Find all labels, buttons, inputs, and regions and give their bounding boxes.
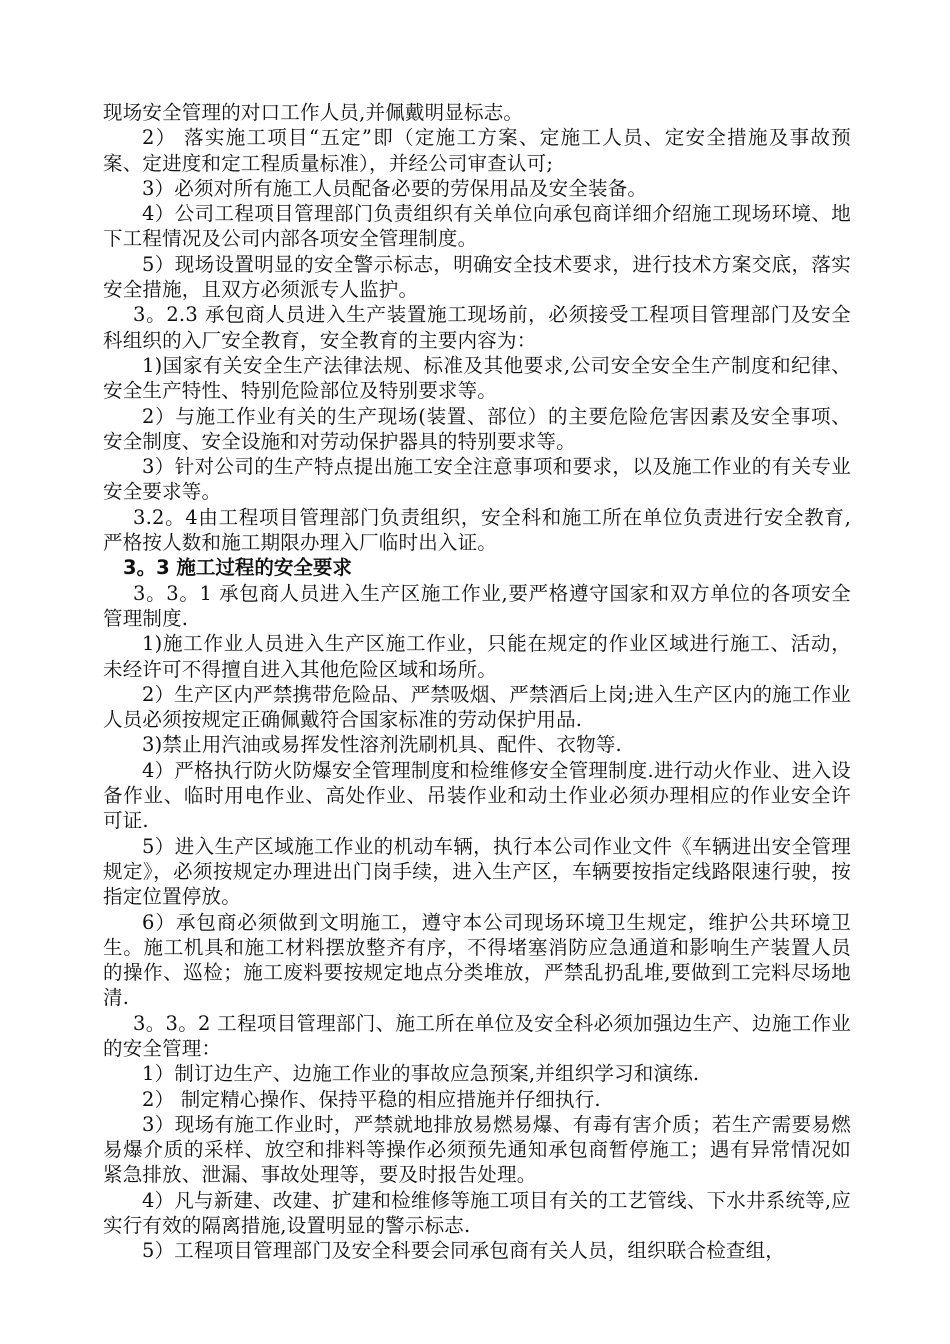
paragraph-rule-3: 3)禁止用汽油或易挥发性溶剂洗刷机具、配件、衣物等.: [142, 733, 622, 757]
paragraph-item-4-site-briefing: 4）公司工程项目管理部门负责组织有关单位向承包商详细介绍施工现场环境、地下工程情况及公司内部各项安全管理制度。: [103, 202, 851, 251]
paragraph-item-5-warning-signs: 5）现场设置明显的安全警示标志，明确安全技术要求，进行技术方案交底，落实安全措施，且双方必须派专人监护。: [103, 252, 851, 302]
paragraph-3-2-4: 3.2。4由工程项目管理部门负责组织，安全科和施工所在单位负责进行安全教育,严格按人数和施工期限办理入厂临时出入证。: [103, 505, 851, 555]
paragraph-item-3-protective-gear: 3）必须对所有施工人员配备必要的劳保用品及安全装备。: [142, 176, 648, 200]
section-heading-3-3: 3。3 施工过程的安全要求: [123, 556, 352, 580]
paragraph-3-3-1: 3。3。1 承包商人员进入生产区施工作业,要严格遵守国家和双方单位的各项安全管理制度.: [103, 581, 851, 630]
paragraph-rule-6: 6）承包商必须做到文明施工，遵守本公司现场环境卫生规定，维护公共环境卫生。施工机具和施工材料摆放整齐有序，不得堵塞消防应急通道和影响生产装置人员的操作、巡检；施工废料要按规定地点分类堆放，严禁乱扔乱堆,要做到工完料尽场地清.: [103, 910, 851, 1010]
paragraph-rule-5: 5）进入生产区域施工作业的机动车辆，执行本公司作业文件《车辆进出安全管理规定》，必须按规定办理进出门岗手续，进入生产区，车辆要按指定线路限速行驶，按指定位置停放。: [103, 834, 851, 909]
paragraph-mgmt-2: 2） 制定精心操作、保持平稳的相应措施并仔细执行.: [142, 1087, 601, 1111]
paragraph-mgmt-3: 3）现场有施工作业时，严禁就地排放易燃易爆、有毒有害介质；若生产需要易燃易爆介质的采样、放空和排料等操作必须预先通知承包商暂停施工；遇有异常情况如紧急排放、泄漏、事故处理等，要及时报告处理。: [103, 1112, 851, 1187]
document-page: [103, 100, 851, 1264]
paragraph-education-2: 2）与施工作业有关的生产现场(装置、部位）的主要危险危害因素及安全事项、安全制度、安全设施和对劳动保护器具的特别要求等。: [103, 404, 851, 453]
paragraph-education-1: 1)国家有关安全生产法律法规、标准及其他要求,公司安全安全生产制度和纪律、安全生产特性、特别危险部位及特别要求等。: [103, 353, 851, 403]
paragraph-3-3-2: 3。3。2 工程项目管理部门、施工所在单位及安全科必须加强边生产、边施工作业的安全管理：: [103, 1011, 851, 1060]
paragraph-rule-1: 1)施工作业人员进入生产区施工作业，只能在规定的作业区域进行施工、活动，未经许可不得擅自进入其他危险区域和场所。: [103, 632, 851, 681]
paragraph-item-2-five-fix: 2） 落实施工项目“五定”即（定施工方案、定施工人员、定安全措施及事故预案、定进度和定工程质量标准），并经公司审查认可;: [103, 126, 851, 175]
paragraph-mgmt-4: 4）凡与新建、改建、扩建和检维修等施工项目有关的工艺管线、下水井系统等,应实行有效的隔离措施,设置明显的警示标志.: [103, 1188, 851, 1238]
paragraph-3-2-3: 3。2.3 承包商人员进入生产装置施工现场前，必须接受工程项目管理部门及安全科组织的入厂安全教育，安全教育的主要内容为：: [103, 303, 851, 352]
paragraph-mgmt-5: 5）工程项目管理部门及安全科要会同承包商有关人员，组织联合检查组，: [142, 1239, 786, 1263]
paragraph-education-3: 3）针对公司的生产特点提出施工安全注意事项和要求，以及施工作业的有关专业安全要求等。: [103, 455, 851, 504]
paragraph-rule-2: 2）生产区内严禁携带危险品、严禁吸烟、严禁酒后上岗;进入生产区内的施工作业人员必须按规定正确佩戴符合国家标准的劳动保护用品.: [103, 682, 851, 732]
paragraph-rule-4: 4）严格执行防火防爆安全管理制度和检维修安全管理制度.进行动火作业、进入设备作业、临时用电作业、高处作业、吊装作业和动土作业必须办理相应的作业安全许可证.: [103, 758, 851, 833]
paragraph-continuation: 现场安全管理的对口工作人员,并佩戴明显标志。: [103, 101, 524, 124]
paragraph-mgmt-1: 1）制订边生产、边施工作业的事故应急预案,并组织学习和演练.: [142, 1062, 700, 1086]
